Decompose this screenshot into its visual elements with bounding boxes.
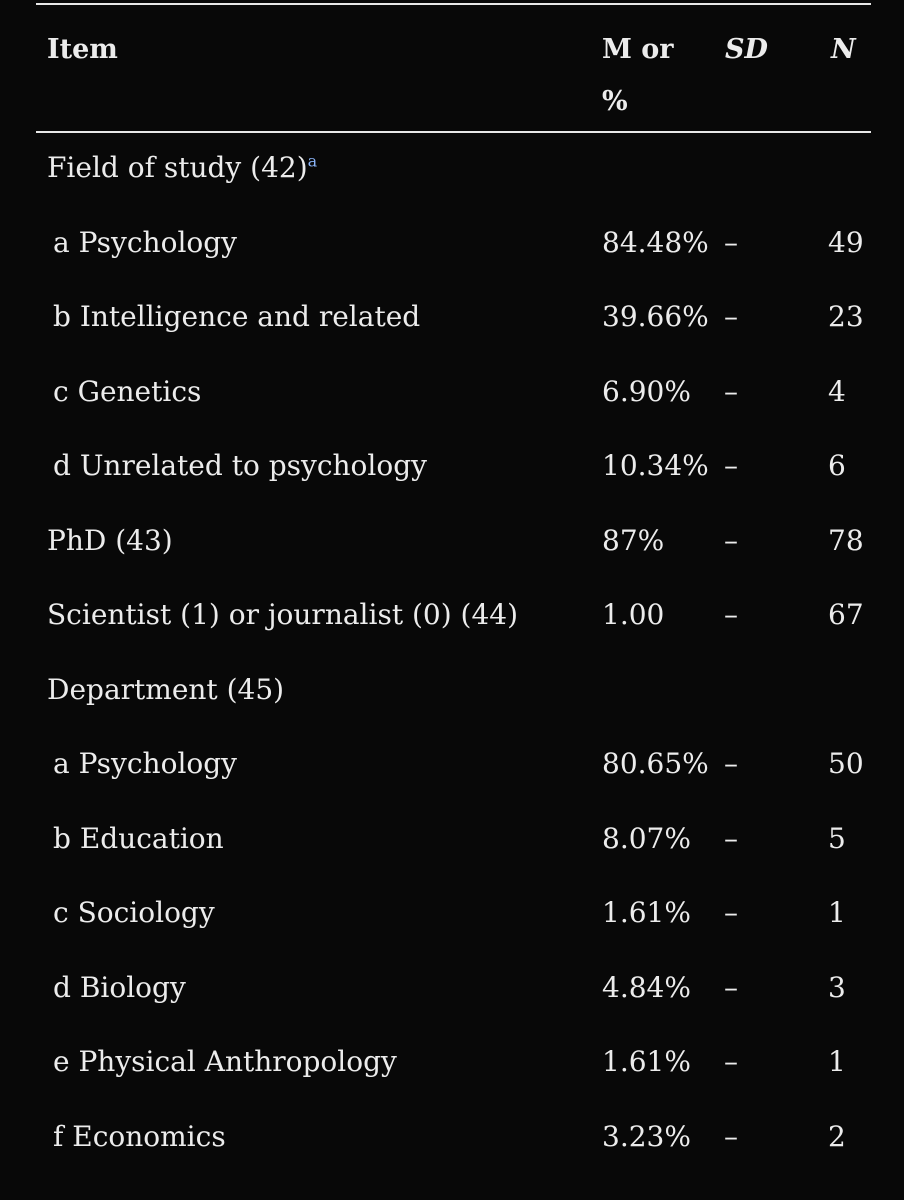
table-row	[36, 206, 871, 281]
row-item-text: c Sociology	[53, 896, 215, 929]
row-m-value: 6.90%	[602, 374, 691, 408]
row-n-value: 4	[828, 374, 846, 408]
table-row	[36, 876, 871, 951]
row-m-value: 1.00	[602, 598, 665, 631]
row-item-text: Scientist (1) or journalist (0) (44)	[47, 598, 519, 631]
row-item-label	[53, 802, 224, 877]
row-n-value: 50	[828, 747, 864, 780]
row-m-value: 84.48%	[602, 225, 709, 259]
row-item-label	[53, 429, 427, 504]
row-m-value: 1.61%	[602, 1045, 691, 1078]
table-row	[36, 727, 871, 802]
table-row	[36, 429, 871, 504]
row-item-label	[53, 951, 186, 1026]
table-row	[36, 578, 871, 653]
row-item-label	[47, 653, 284, 728]
row-m-value: 8.07%	[602, 821, 691, 855]
row-sd-value: –	[724, 300, 738, 333]
row-item-text: Department (45)	[47, 672, 285, 706]
row-n-value: 6	[828, 449, 846, 482]
row-m-value: 1.61%	[602, 896, 691, 929]
row-item-text: d Unrelated to psychology	[53, 449, 427, 482]
table-row	[36, 653, 871, 728]
row-n-value: 2	[828, 1119, 846, 1153]
row-sd-value: –	[724, 1119, 738, 1153]
row-item-text: b Education	[53, 821, 224, 855]
row-item-text: a Psychology	[53, 225, 237, 259]
row-item-text: f Economics	[53, 1119, 226, 1153]
row-sd-value: –	[724, 1045, 738, 1078]
table-row	[36, 131, 871, 206]
header-n: N	[831, 34, 856, 65]
header-m-or-percent: M or %	[602, 34, 674, 117]
row-sd-value: –	[724, 225, 738, 259]
row-item-text: d Biology	[53, 970, 186, 1004]
row-sd-value: –	[724, 970, 738, 1004]
row-n-value: 3	[828, 970, 846, 1004]
table-row	[36, 1100, 871, 1175]
row-n-value: 49	[828, 225, 864, 259]
table-row	[36, 951, 871, 1026]
row-n-value: 1	[828, 1045, 846, 1078]
row-sd-value: –	[724, 449, 738, 482]
row-m-value: 39.66%	[602, 300, 709, 333]
row-item-label	[47, 504, 173, 579]
table-row	[36, 802, 871, 877]
row-item-label	[53, 876, 215, 951]
row-m-value: 3.23%	[602, 1119, 691, 1153]
row-item-label	[53, 1100, 226, 1175]
row-item-label	[53, 355, 201, 430]
row-item-text: b Intelligence and related	[53, 300, 421, 333]
table-row	[36, 504, 871, 579]
row-m-value: 80.65%	[602, 747, 709, 780]
row-sd-value: –	[724, 821, 738, 855]
row-n-value: 1	[828, 896, 846, 929]
row-item-label	[47, 131, 317, 206]
row-n-value: 78	[828, 523, 864, 557]
row-item-text: a Psychology	[53, 747, 237, 780]
header-sd: SD	[725, 34, 768, 65]
row-n-value: 67	[828, 598, 864, 631]
row-sd-value: –	[724, 523, 738, 557]
row-n-value: 5	[828, 821, 846, 855]
row-item-text: PhD (43)	[47, 523, 173, 557]
footnote-marker[interactable]: a	[307, 151, 318, 171]
row-item-text: c Genetics	[53, 374, 202, 408]
row-item-text: Field of study (42)	[47, 151, 308, 184]
row-item-text: e Physical Anthropology	[53, 1045, 397, 1078]
table-row	[36, 355, 871, 430]
table-body	[36, 131, 871, 1174]
row-item-label	[53, 1025, 397, 1100]
row-sd-value: –	[724, 896, 738, 929]
row-sd-value: –	[724, 598, 738, 631]
row-sd-value: –	[724, 374, 738, 408]
row-sd-value: –	[724, 747, 738, 780]
table-row	[36, 1025, 871, 1100]
row-m-value: 87%	[602, 523, 665, 557]
row-item-label	[53, 280, 420, 355]
row-item-label	[47, 578, 518, 653]
table-row	[36, 280, 871, 355]
row-item-label	[53, 206, 237, 281]
table-top-rule	[36, 3, 871, 5]
row-m-value: 4.84%	[602, 970, 691, 1004]
row-n-value: 23	[828, 300, 864, 333]
row-m-value: 10.34%	[602, 449, 709, 482]
header-item: Item	[47, 34, 118, 65]
row-item-label	[53, 727, 237, 802]
